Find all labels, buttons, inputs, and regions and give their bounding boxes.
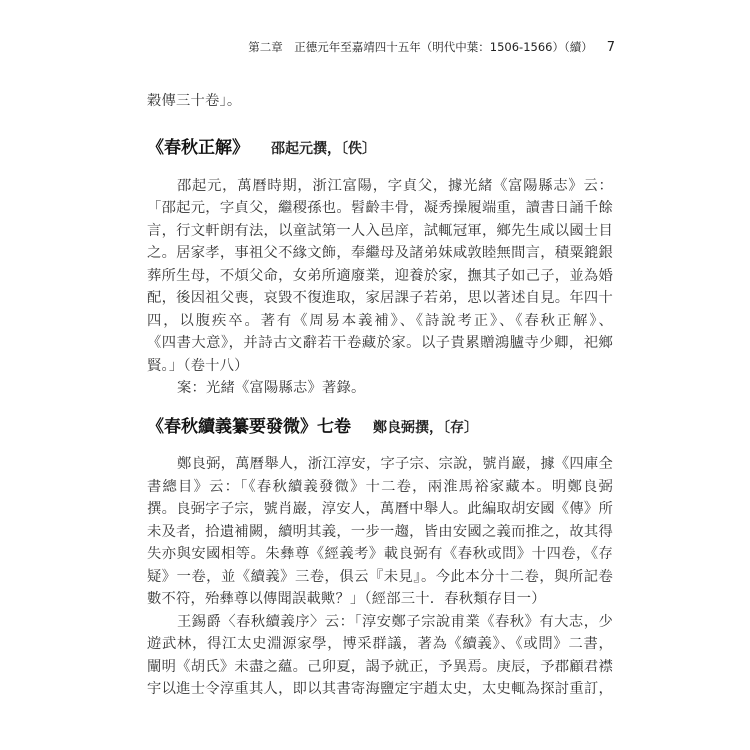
paragraph-line: 「邵起元，字貞父，繼稷孫也。髫齡丰骨，凝秀操履端重，讀書日誦千餘 xyxy=(147,200,613,216)
paragraph-line: 邵起元，萬曆時期，浙江富陽，字貞父，據光緒《富陽縣志》云： xyxy=(177,178,613,194)
entry-title: 《春秋正解》 xyxy=(147,138,249,158)
entry-author-status: 邵起元撰，〔佚〕 xyxy=(271,141,376,157)
entry-heading xyxy=(147,136,376,160)
paragraph-line: 闡明《胡氏》未盡之蘊。己卯夏，謁予就正，予異焉。庚辰，予郡顧君襟 xyxy=(147,659,613,675)
paragraph-line: 失亦與安國相等。朱彝尊《經義考》載良弼有《春秋或問》十四卷，《存 xyxy=(147,546,613,562)
paragraph-line: 之。居家孝，事祖父不緣文飾，奉繼母及諸弟妹咸敦睦無間言，積粟鎞銀 xyxy=(147,245,613,261)
paragraph-line: 配，後因祖父喪，哀毀不復進取，家居課子若弟，思以著述自見。年四十 xyxy=(147,290,613,306)
paragraph-line: 王錫爵〈春秋續義序〉云：「淳安鄭子宗說甫業《春秋》有大志，少 xyxy=(177,614,613,630)
continuation-line: 穀傳三十卷」。 xyxy=(147,93,242,109)
note-line: 案：光緒《富陽縣志》著錄。 xyxy=(177,380,366,396)
paragraph-line: 遊武林，得江太史淵源家學，博采群議，著為《續義》、《或問》二書， xyxy=(147,636,613,652)
paragraph-line: 未及者，拾遺補闕，續明其義，一步一趨，皆由安國之義而推之，故其得 xyxy=(147,524,613,540)
paragraph-line: 賢。」（卷十八） xyxy=(147,358,249,374)
paragraph-line: 葬所生母，不煩父命，女弟所適廢業，迎養於家，撫其子如己子，並為婚 xyxy=(147,268,613,284)
entry-heading xyxy=(147,415,478,439)
paragraph-line: 數不符，殆彝尊以傳聞誤載歟？」（經部三十．春秋類存目一） xyxy=(147,591,546,607)
paragraph-line: 宇以進士令淳重其人，即以其書寄海鹽定宇趙太史，太史輒為探討重訂， xyxy=(147,681,613,697)
paragraph-line: 《四書大意》，并詩古文辭若干卷藏於家。以子貴累贈鴻臚寺少卿，祀鄉 xyxy=(147,335,613,351)
paragraph-line: 言，行文軒朗有法，以童試第一人入邑庠，試輒冠軍，鄉先生咸以國士目 xyxy=(147,223,613,239)
running-title: 第二章 正德元年至嘉靖四十五年（明代中葉：1506-1566）（續） xyxy=(248,40,593,54)
page-number: 7 xyxy=(606,39,615,55)
paragraph-line: 四，以腹疾卒。著有《周易本義補》、《詩說考正》、《春秋正解》、 xyxy=(147,313,613,329)
entry-volumes: 七卷 xyxy=(317,417,351,437)
paragraph-line: 鄭良弼，萬曆舉人，浙江淳安，字子宗、宗說，號肖巖，據《四庫全 xyxy=(177,456,613,472)
entry-author-status: 鄭良弼撰，〔存〕 xyxy=(373,420,478,436)
paragraph-line: 疑》一卷，並《續義》三卷，俱云『未見』。今此本分十二卷，與所記卷 xyxy=(147,569,613,585)
entry-title: 《春秋續義纂要發微》 xyxy=(147,417,317,437)
running-header xyxy=(248,37,615,57)
paragraph-line: 書總目》云：「《春秋續義發微》十二卷，兩淮馬裕家藏本。明鄭良弼 xyxy=(147,479,613,495)
paragraph-line: 撰。良弼字子宗，號肖巖，淳安人，萬曆中舉人。此編取胡安國《傳》所 xyxy=(147,501,613,517)
